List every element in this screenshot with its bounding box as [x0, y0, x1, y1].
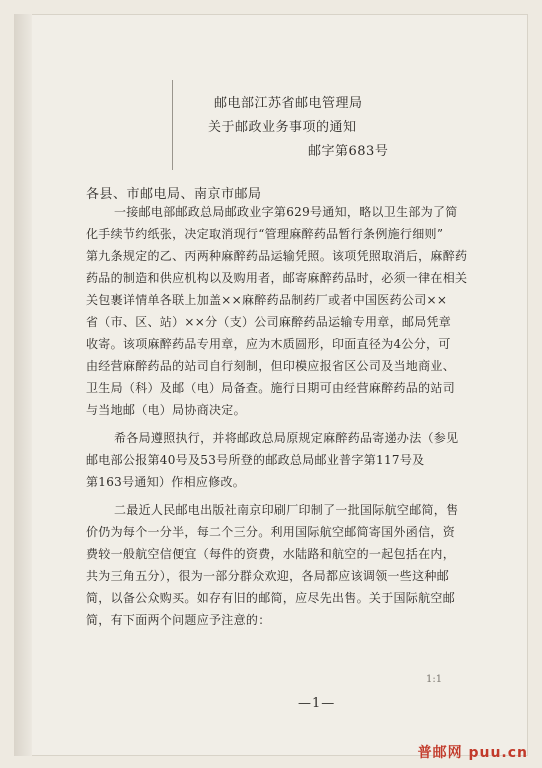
handwritten-mark: 1:1	[426, 674, 443, 685]
paragraph-2	[86, 427, 506, 493]
document-heading	[208, 92, 458, 164]
text-line: 第九条规定的乙、丙两种麻醉药品运输凭照。该项凭照取消后，麻醉药	[86, 249, 468, 263]
text-line: 化手续节约纸张，决定取消现行“管理麻醉药品暂行条例施行细则”	[86, 227, 444, 241]
text-line: 费较一般航空信便宜（每件的资费，水陆路和航空的一起包括在内，	[86, 547, 456, 561]
issuer-title: 邮电部江苏省邮电管理局	[214, 96, 363, 111]
text-line: 第163号通知）作相应修改。	[86, 475, 246, 489]
notice-body	[86, 201, 506, 637]
text-line: 邮电部公报第40号及53号所登的邮政总局邮业普字第117号及	[86, 453, 425, 467]
text-line: 共为三角五分），很为一部分群众欢迎，各局都应该调领一些这种邮	[86, 569, 450, 583]
text-line: 省（市、区、站）××分（支）公司麻醉药品运输专用章，邮局凭章	[86, 315, 452, 329]
text-line: 关包裹详情单各联上加盖××麻醉药品制药厂或者中国医药公司××	[86, 293, 448, 307]
text-line: 与当地邮（电）局协商决定。	[86, 403, 246, 417]
paragraph-1	[86, 201, 506, 421]
addressee-line: 各县、市邮电局、南京市邮局	[86, 187, 262, 202]
text-line: 卫生局（科）及邮（电）局备查。施行日期可由经营麻醉药品的站司	[86, 381, 456, 395]
text-line: 一接邮电部邮政总局邮政业字第629号通知，略以卫生部为了简	[114, 205, 458, 219]
text-line: 由经营麻醉药品的站司自行刻制，但印模应报省区公司及当地商业、	[86, 359, 456, 373]
text-line: 简，有下面两个问题应予注意的：	[86, 613, 271, 627]
text-line: 收寄。该项麻醉药品专用章，应为木质圆形，印面直径为4公分，可	[86, 337, 451, 351]
text-line: 简，以备公众购买。如存有旧的邮简，应尽先出售。关于国际航空邮	[86, 591, 456, 605]
page-number: —1—	[298, 696, 336, 711]
text-line: 二最近人民邮电出版社南京印刷厂印制了一批国际航空邮简，售	[114, 503, 459, 517]
paragraph-3	[86, 499, 506, 631]
margin-rule	[172, 80, 173, 170]
reference-number: 邮字第683号	[308, 144, 389, 159]
notice-title: 关于邮政业务事项的通知	[208, 120, 357, 135]
text-line: 希各局遵照执行，并将邮政总局原规定麻醉药品寄递办法（参见	[114, 431, 459, 445]
text-line: 价仍为每个一分半，每二个三分。利用国际航空邮简寄国外函信，资	[86, 525, 456, 539]
site-watermark: 普邮网 puu.cn	[417, 745, 528, 761]
text-line: 药品的制造和供应机构以及购用者，邮寄麻醉药品时，必须一律在相关	[86, 271, 468, 285]
